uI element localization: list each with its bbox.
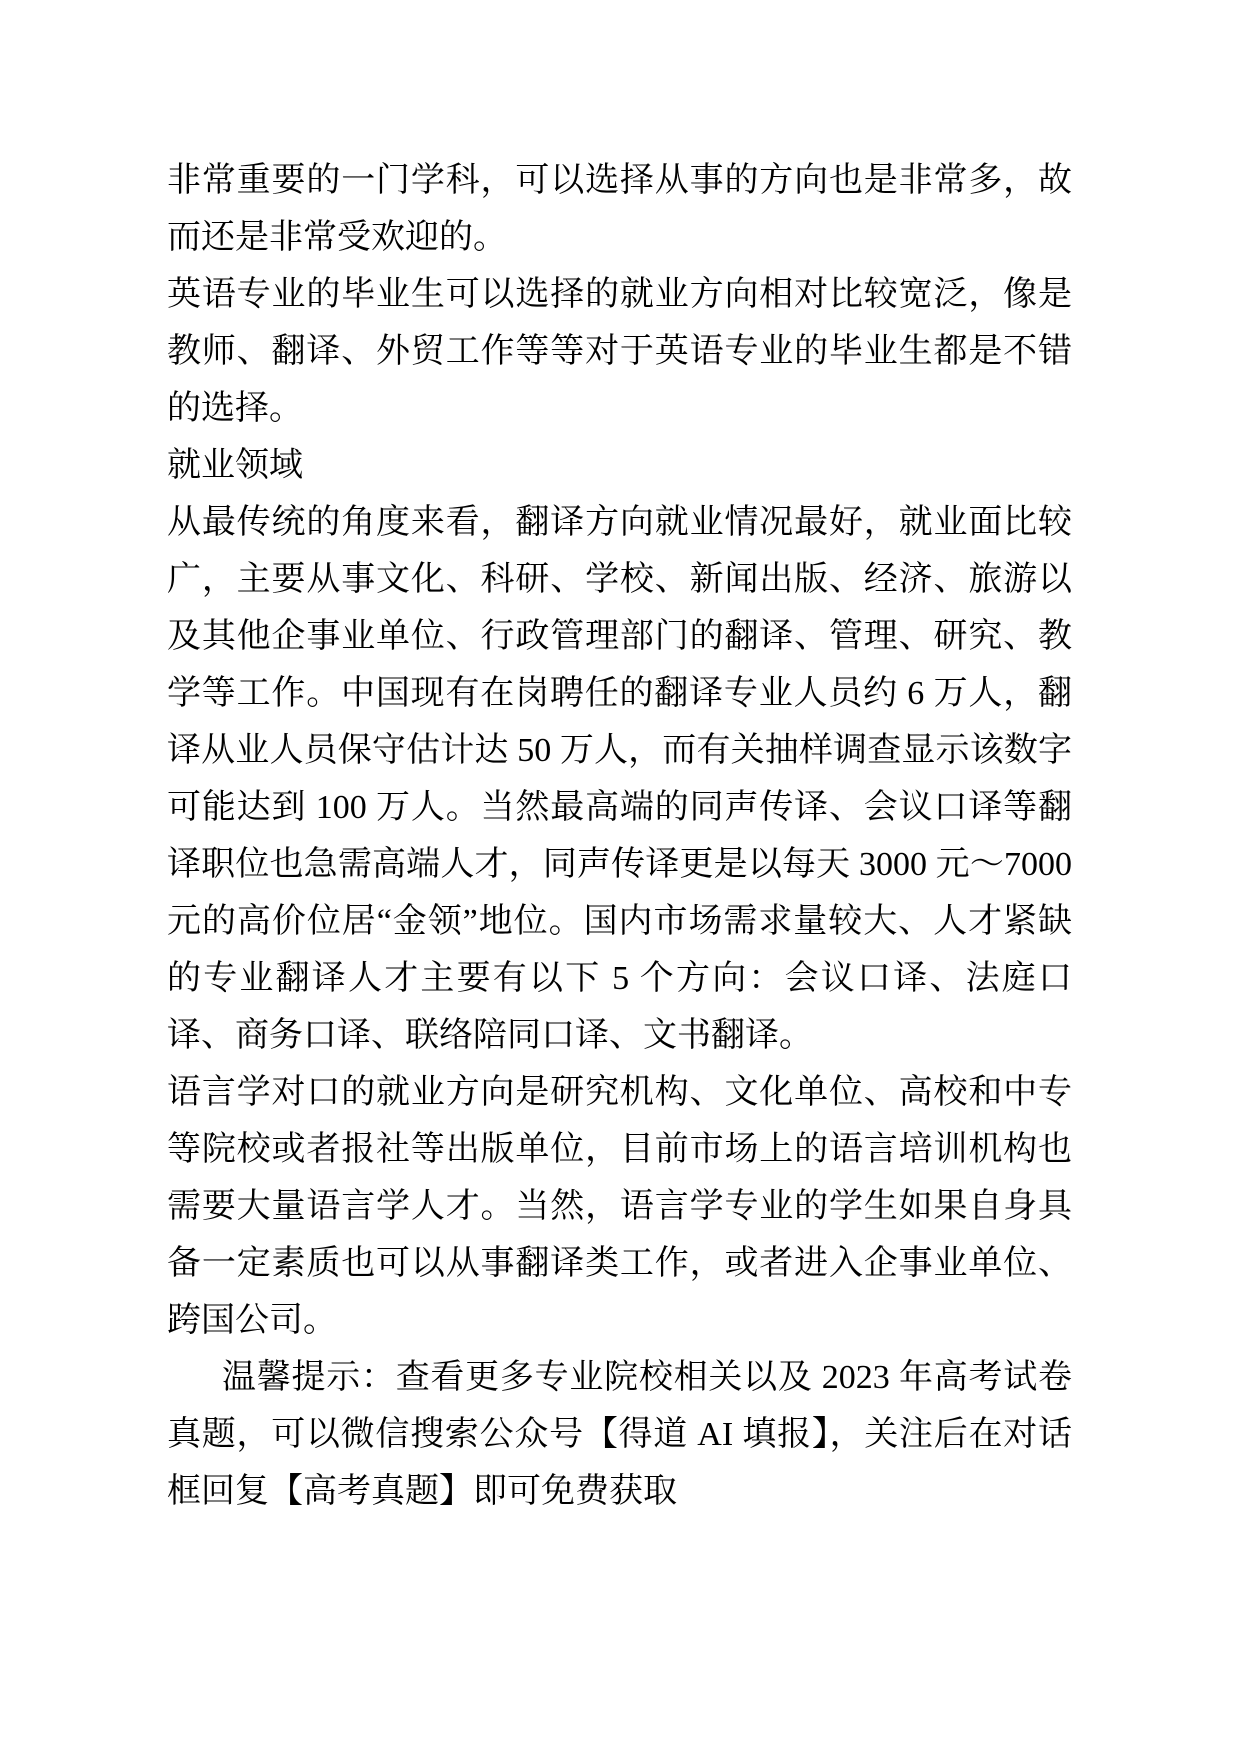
paragraph-tip-notice: 温馨提示：查看更多专业院校相关以及 2023 年高考试卷真题，可以微信搜索公众号【得道 AI 填报】，关注后在对话框回复【高考真题】即可免费获取	[167, 1359, 1072, 1510]
paragraph-translation-employment: 从最传统的角度来看，翻译方向就业情况最好，就业面比较广，主要从事文化、科研、学校、新闻出版、经济、旅游以及其他企事业单位、行政管理部门的翻译、管理、研究、教学等工作。中国现有在岗聘任的翻译专业人员约 6 万人，翻译从业人员保守估计达 50 万人，而有关抽样调查显示该数字可能达到 100 万人。当然最高端的同声传译、会议口译等翻译职位也急需高端人才，同声传译更是以每天 3000 元～7000 元的高价位居“金领”地位。国内市场需求量较大、人才紧缺的专业翻译人才主要有以下 5 个方向：会议口译、法庭口译、商务口译、联络陪同口译、文书翻译。	[167, 504, 1072, 1054]
heading-employment-field: 就业领域	[167, 447, 303, 484]
paragraph-graduate-directions: 英语专业的毕业生可以选择的就业方向相对比较宽泛，像是教师、翻译、外贸工作等等对于英语专业的毕业生都是不错的选择。	[167, 276, 1072, 427]
document-content	[167, 152, 1072, 1520]
paragraph-linguistics-employment: 语言学对口的就业方向是研究机构、文化单位、高校和中专等院校或者报社等出版单位，目前市场上的语言培训机构也需要大量语言学人才。当然，语言学专业的学生如果自身具备一定素质也可以从事翻译类工作，或者进入企事业单位、跨国公司。	[167, 1074, 1072, 1339]
paragraph-intro-continuation: 非常重要的一门学科，可以选择从事的方向也是非常多，故而还是非常受欢迎的。	[167, 162, 1072, 256]
